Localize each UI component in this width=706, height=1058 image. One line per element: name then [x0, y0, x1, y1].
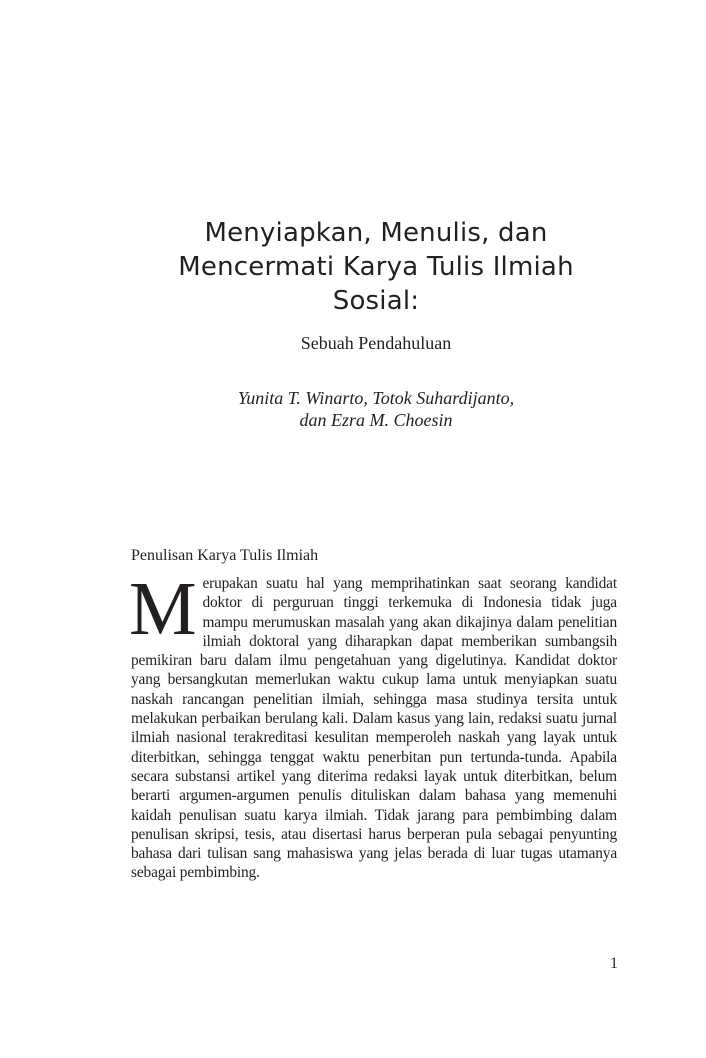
chapter-title-line: Menyiapkan, Menulis, dan [204, 218, 548, 248]
body-paragraph [129, 567, 617, 883]
page-number: 1 [610, 955, 618, 972]
paragraph-text: erupakan suatu hal yang memprihatinkan saat seorang kandidat doktor di perguruan tinggi terkemuka di Indonesia tidak juga mampu merumuskan masalah yang akan dikajinya dalam penelitian ilmiah doktoral yang diharapkan dapat memberikan sumbangsih pemikiran baru dalam ilmu pengetahuan yang digelutinya. Kandidat doktor yang bersangkutan memerlukan waktu cukup lama untuk menyiapkan suatu naskah rancangan penelitian ilmiah, sehingga masa studinya tersita untuk melakukan perbaikan berulang kali. Dalam kasus yang lain, redaksi suatu jurnal ilmiah nasional terakreditasi kesulitan memperoleh naskah yang layak untuk diterbitkan, sehingga tenggat waktu penerbitan pun tertunda-tunda. Apabila secara substansi artikel yang diterima redaksi layak untuk diterbitkan, belum berarti argumen-argumen penulis dituliskan dalam bahasa yang memenuhi kaidah penulisan suatu karya ilmiah. Tidak jarang para pembimbing dalam penulisan skripsi, tesis, atau disertasi harus berperan pula sebagai penyunting bahasa dari tulisan sang mahasiswa yang jelas berada di luar tugas utamanya sebagai pembimbing. [131, 575, 617, 882]
chapter-title-line: Sosial: [332, 286, 420, 316]
chapter-subtitle: Sebuah Pendahuluan [300, 333, 452, 353]
chapter-title-line: Mencermati Karya Tulis Ilmiah [178, 252, 574, 282]
chapter-authors [130, 387, 622, 431]
drop-cap: M [129, 567, 197, 651]
author-line: Yunita T. Winarto, Totok Suhardijanto, [237, 388, 515, 408]
section-heading: Penulisan Karya Tulis Ilmiah [131, 547, 319, 564]
chapter-title [130, 216, 622, 318]
author-line: dan Ezra M. Choesin [299, 410, 453, 430]
